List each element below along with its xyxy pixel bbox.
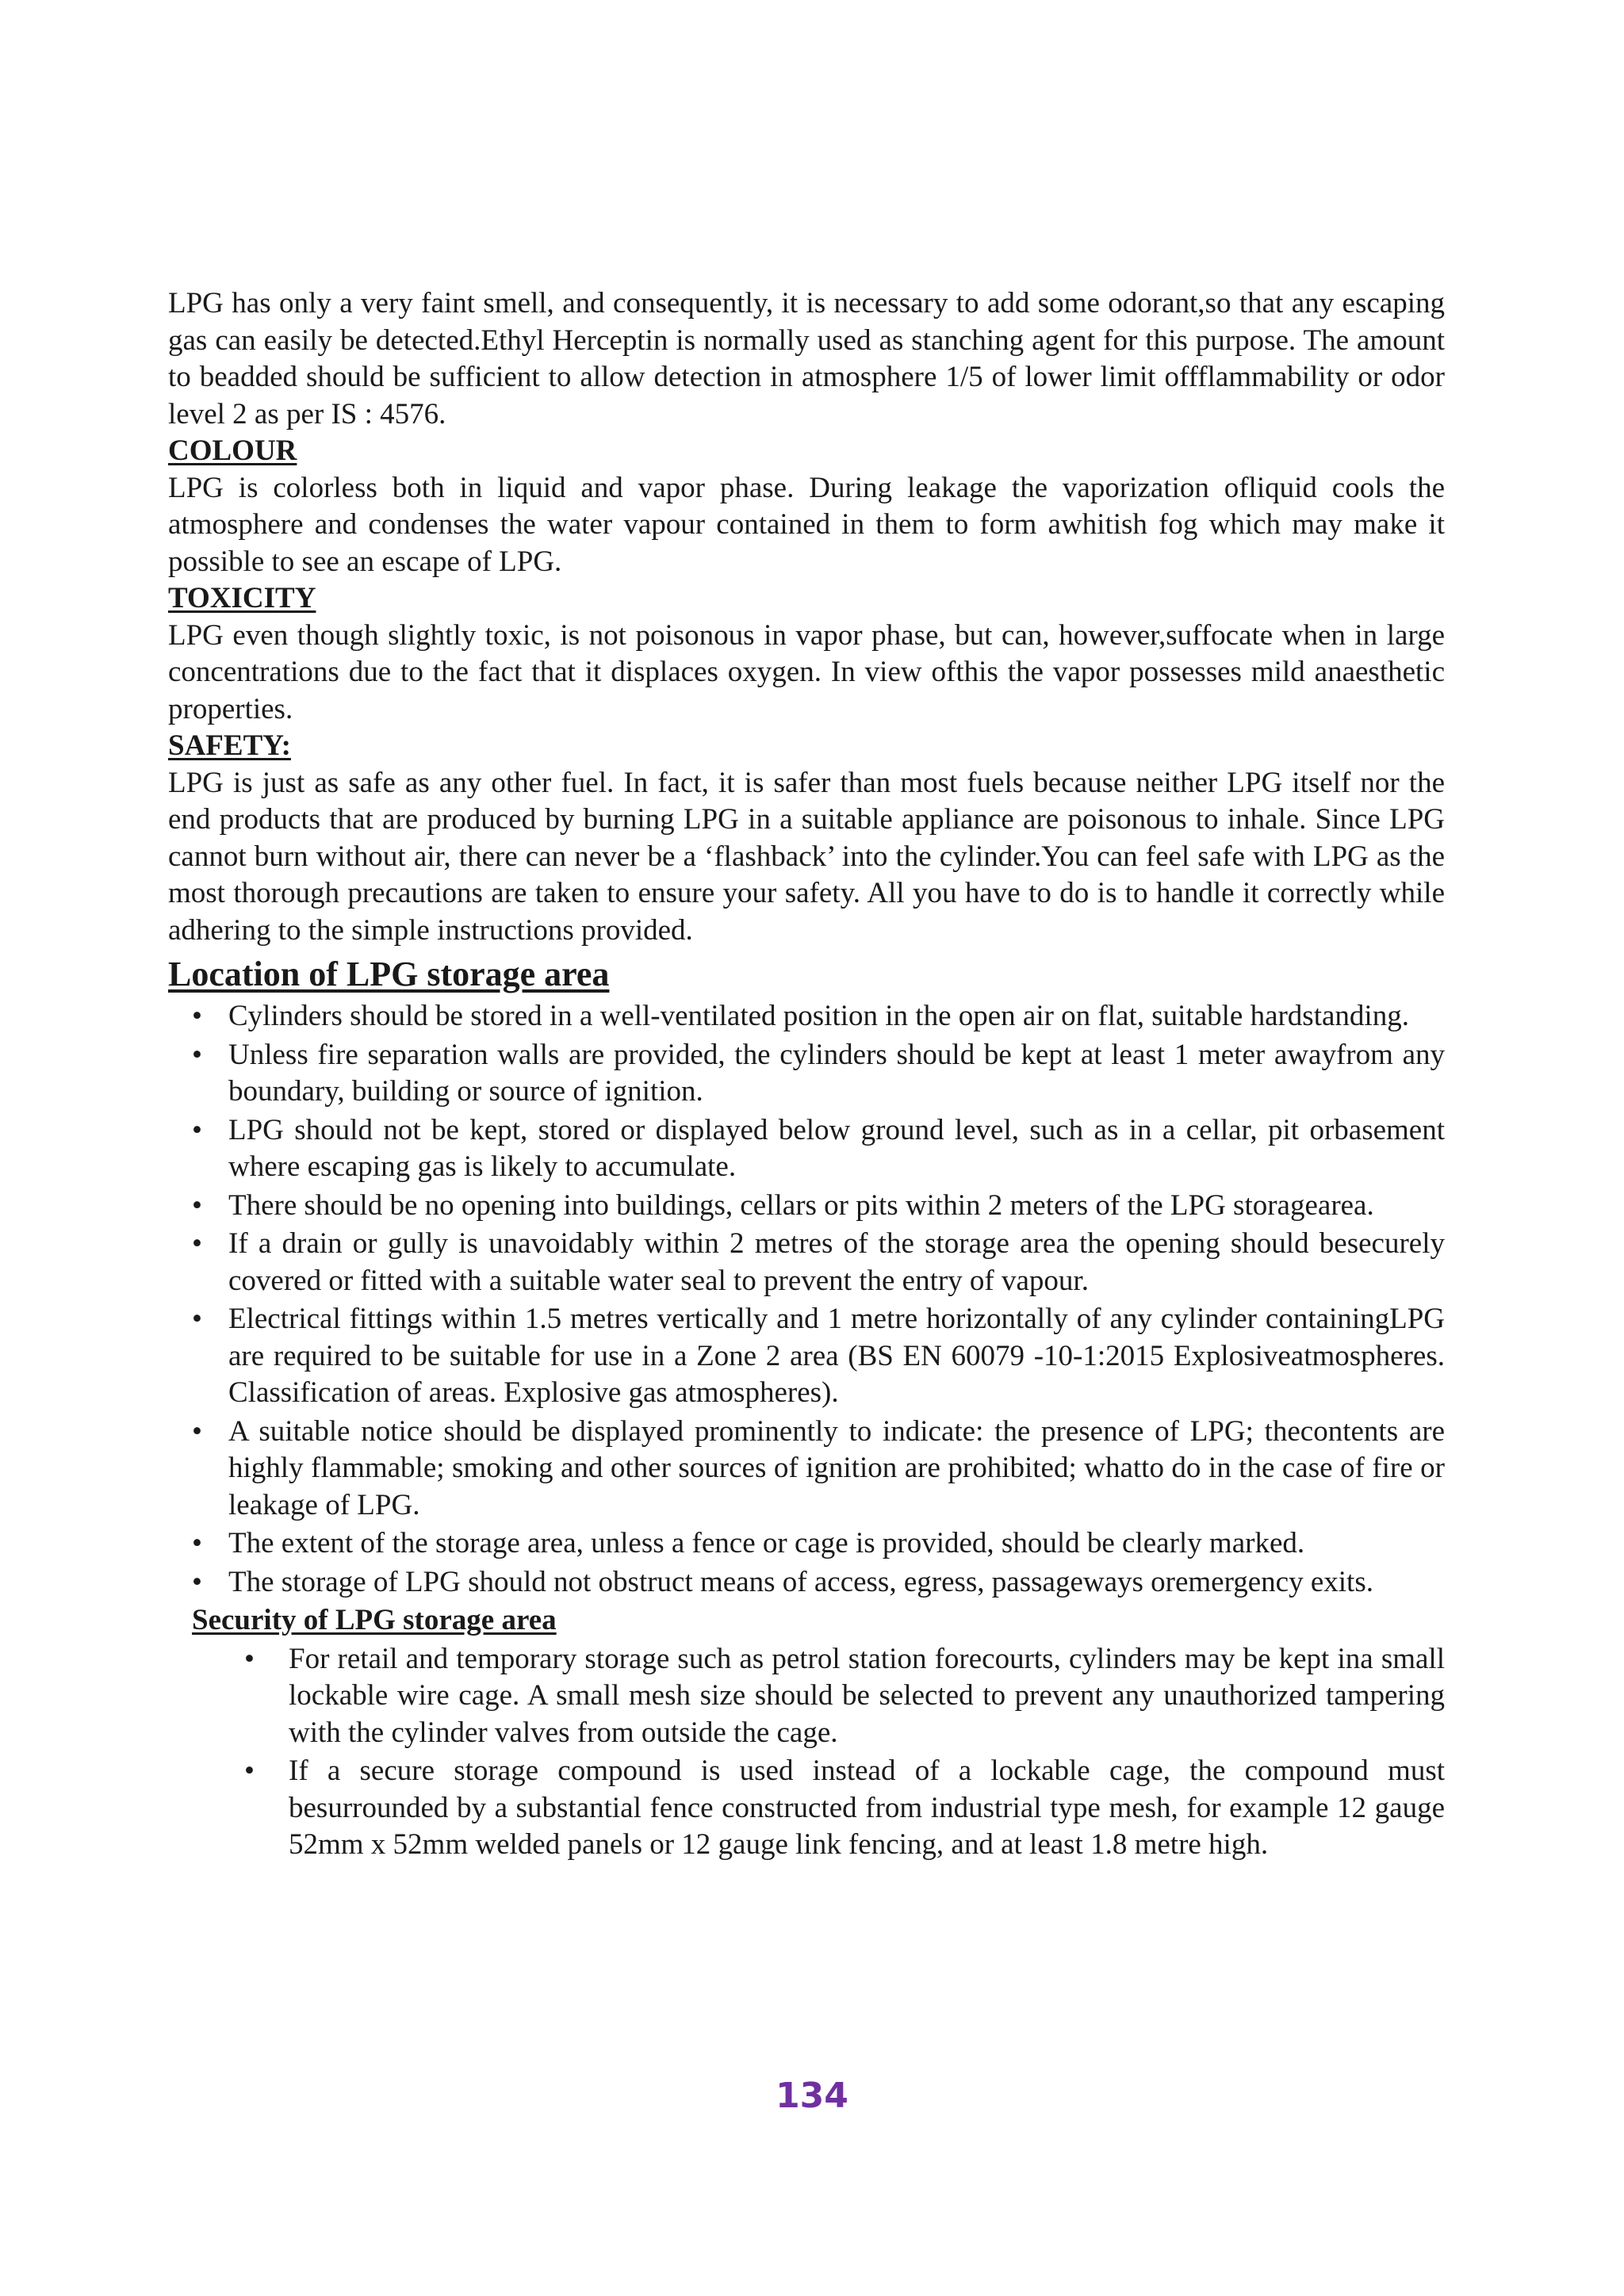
bullet-icon: • bbox=[192, 1565, 202, 1598]
list-item-text: Cylinders should be stored in a well-ventilated position in the open air on flat, suitable hardstanding. bbox=[228, 1000, 1409, 1032]
bullet-icon: • bbox=[192, 1000, 202, 1032]
list-item bbox=[168, 1414, 1445, 1525]
document-page bbox=[168, 285, 1445, 1866]
page-number: 134 bbox=[776, 2076, 848, 2116]
list-item-text: There should be no opening into buildings, cellars or pits within 2 meters of the LPG storagearea. bbox=[228, 1188, 1374, 1222]
toxicity-heading: TOXICITY bbox=[168, 582, 316, 614]
list-item-text: If a drain or gully is unavoidably within 2 metres of the storage area the opening should besecurely covered or fitted with a suitable water seal to prevent the entry of vapour. bbox=[228, 1227, 1445, 1297]
list-item-text: The extent of the storage area, unless a fence or cage is provided, should be clearly marked. bbox=[228, 1527, 1305, 1559]
colour-heading: COLOUR bbox=[168, 434, 297, 467]
list-item bbox=[168, 1525, 1445, 1563]
bullet-icon: • bbox=[192, 1113, 202, 1146]
toxicity-paragraph: LPG even though slightly toxic, is not poisonous in vapor phase, but can, however,suffocate when in large concentrations due to the fact that it displaces oxygen. In view ofthis the vapor possesses mild anaesthetic properties. bbox=[168, 618, 1445, 725]
list-item bbox=[168, 1112, 1445, 1186]
list-item-text: If a secure storage compound is used instead of a lockable cage, the compound must besurrounded by a substantial fence constructed from industrial type mesh, for example 12 gauge 52mm x 52mm welded panels or 12 gauge link fencing, and at least 1.8 metre high. bbox=[289, 1755, 1445, 1861]
list-item-text: Unless fire separation walls are provided, the cylinders should be kept at least 1 meter awayfrom any boundary, building or source of ignition. bbox=[228, 1038, 1445, 1108]
list-item bbox=[168, 998, 1445, 1035]
safety-paragraph: LPG is just as safe as any other fuel. In fact, it is safer than most fuels because neither LPG itself nor the end products that are produced by burning LPG in a suitable appliance are poisonous to inhale. Since LPG cannot burn without air, there can never be a ‘flashback’ into the cylinder.You can feel safe with LPG as the most thorough precautions are taken to ensure your safety. All you have to do is to handle it correctly while adhering to the simple instructions provided. bbox=[168, 766, 1445, 947]
list-item-text: For retail and temporary storage such as petrol station forecourts, cylinders may be kept ina small lockable wire cage. A small mesh size should be selected to prevent any unauthorized tampering with the cylinder valves from outside the cage. bbox=[289, 1642, 1445, 1749]
list-item-text: Electrical fittings within 1.5 metres vertically and 1 metre horizontally of any cylinder containingLPG are required to be suitable for use in a Zone 2 area (BS EN 60079 -10-1:2015 Explosiveatmospheres. Classification of areas. Explosive gas atmospheres). bbox=[228, 1303, 1445, 1409]
bullet-icon: • bbox=[192, 1038, 202, 1071]
list-item bbox=[168, 1564, 1445, 1601]
bullet-icon: • bbox=[192, 1188, 202, 1222]
bullet-icon: • bbox=[244, 1755, 255, 1787]
list-item-text: A suitable notice should be displayed prominently to indicate: the presence of LPG; thecontents are highly flammable; smoking and other sources of ignition are prohibited; whatto do in the case of fire or leakage of LPG. bbox=[228, 1414, 1445, 1521]
list-item bbox=[168, 1226, 1445, 1299]
location-section-title: Location of LPG storage area bbox=[168, 955, 610, 993]
colour-paragraph: LPG is colorless both in liquid and vapor phase. During leakage the vaporization ofliquid cools the atmosphere and condenses the water vapour contained in them to form awhitish fog which may make it possible to see an escape of LPG. bbox=[168, 471, 1445, 578]
bullet-icon: • bbox=[192, 1303, 202, 1335]
list-item bbox=[168, 1188, 1445, 1225]
bullet-icon: • bbox=[244, 1642, 255, 1675]
list-item bbox=[168, 1753, 1445, 1864]
list-item bbox=[168, 1037, 1445, 1111]
location-bullet-list bbox=[168, 998, 1445, 1601]
safety-heading: SAFETY: bbox=[168, 729, 291, 762]
list-item-text: LPG should not be kept, stored or displayed below ground level, such as in a cellar, pit orbasement where escaping gas is likely to accumulate. bbox=[228, 1113, 1445, 1183]
bullet-icon: • bbox=[192, 1527, 202, 1559]
security-section-title: Security of LPG storage area bbox=[192, 1604, 557, 1636]
bullet-icon: • bbox=[192, 1414, 202, 1448]
list-item bbox=[168, 1301, 1445, 1412]
list-item-text: The storage of LPG should not obstruct means of access, egress, passageways oremergency exits. bbox=[228, 1565, 1373, 1598]
security-bullet-list bbox=[168, 1641, 1445, 1864]
list-item bbox=[168, 1641, 1445, 1752]
bullet-icon: • bbox=[192, 1227, 202, 1260]
intro-paragraph: LPG has only a very faint smell, and consequently, it is necessary to add some odorant,so that any escaping gas can easily be detected.Ethyl Herceptin is normally used as stanching agent for this purpose. The amount to beadded should be sufficient to allow detection in atmosphere 1/5 of lower limit offflammability or odor level 2 as per IS : 4576. bbox=[168, 287, 1445, 430]
